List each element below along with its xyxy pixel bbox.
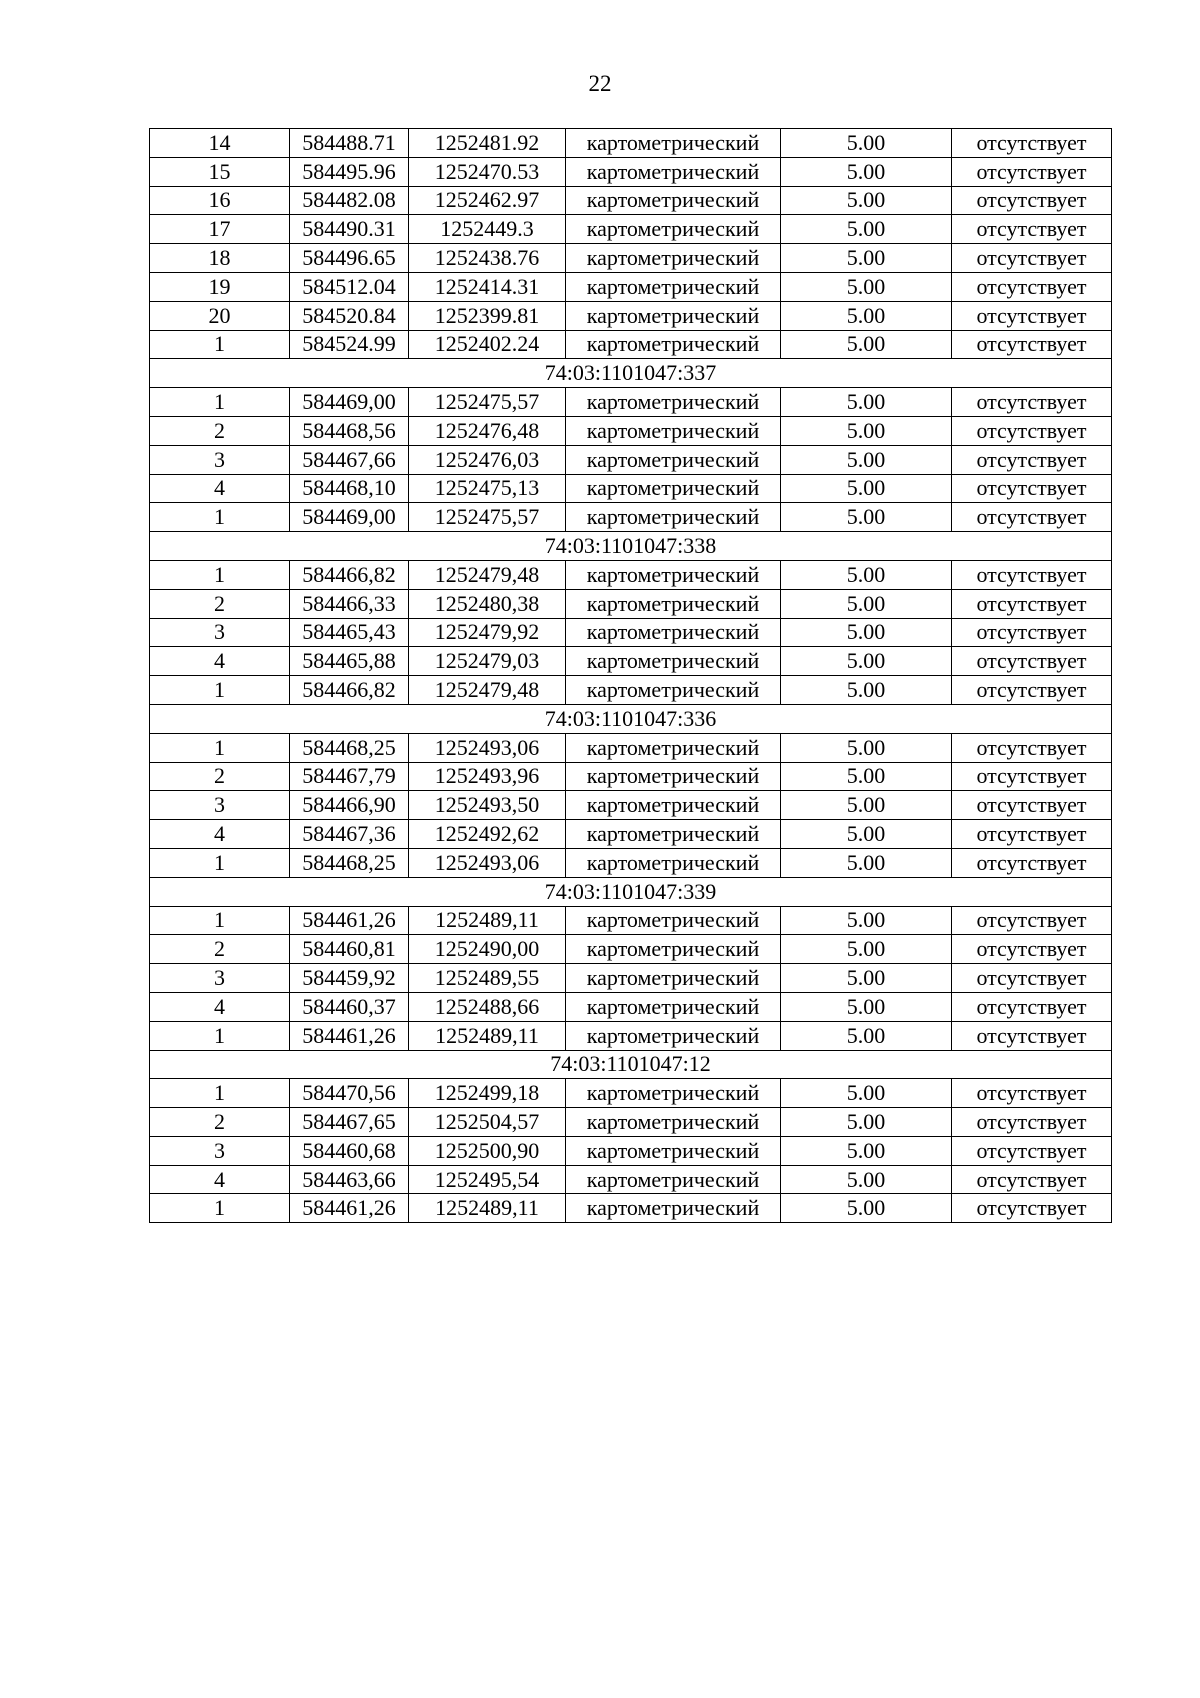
accuracy-cell: 5.00	[781, 647, 952, 676]
method-cell: картометрический	[566, 791, 781, 820]
accuracy-cell: 5.00	[781, 676, 952, 705]
description-cell: отсутствует	[952, 848, 1112, 877]
description-cell: отсутствует	[952, 1021, 1112, 1050]
point-number-cell: 3	[150, 791, 290, 820]
method-cell: картометрический	[566, 935, 781, 964]
point-number-cell: 3	[150, 618, 290, 647]
y-coordinate-cell: 1252479,92	[409, 618, 566, 647]
table-row	[150, 330, 1112, 359]
description-cell: отсутствует	[952, 1079, 1112, 1108]
description-cell: отсутствует	[952, 992, 1112, 1021]
x-coordinate-cell: 584460,37	[290, 992, 409, 1021]
method-cell: картометрический	[566, 244, 781, 273]
y-coordinate-cell: 1252493,96	[409, 762, 566, 791]
point-number-cell: 1	[150, 733, 290, 762]
x-coordinate-cell: 584512.04	[290, 272, 409, 301]
method-cell: картометрический	[566, 330, 781, 359]
y-coordinate-cell: 1252500,90	[409, 1136, 566, 1165]
table-row	[150, 301, 1112, 330]
accuracy-cell: 5.00	[781, 129, 952, 158]
method-cell: картометрический	[566, 416, 781, 445]
cadastral-number: 74:03:1101047:12	[150, 1050, 1112, 1079]
point-number-cell: 4	[150, 1165, 290, 1194]
method-cell: картометрический	[566, 301, 781, 330]
table-row	[150, 215, 1112, 244]
accuracy-cell: 5.00	[781, 1079, 952, 1108]
table-row	[150, 1079, 1112, 1108]
y-coordinate-cell: 1252493,50	[409, 791, 566, 820]
description-cell: отсутствует	[952, 503, 1112, 532]
table-row	[150, 186, 1112, 215]
table-row	[150, 1108, 1112, 1137]
method-cell: картометрический	[566, 992, 781, 1021]
point-number-cell: 1	[150, 503, 290, 532]
point-number-cell: 16	[150, 186, 290, 215]
description-cell: отсутствует	[952, 215, 1112, 244]
point-number-cell: 14	[150, 129, 290, 158]
point-number-cell: 3	[150, 964, 290, 993]
point-number-cell: 2	[150, 762, 290, 791]
accuracy-cell: 5.00	[781, 186, 952, 215]
y-coordinate-cell: 1252481.92	[409, 129, 566, 158]
accuracy-cell: 5.00	[781, 618, 952, 647]
table-row	[150, 244, 1112, 273]
x-coordinate-cell: 584465,43	[290, 618, 409, 647]
x-coordinate-cell: 584469,00	[290, 503, 409, 532]
y-coordinate-cell: 1252492,62	[409, 820, 566, 849]
point-number-cell: 1	[150, 1079, 290, 1108]
table-row	[150, 560, 1112, 589]
accuracy-cell: 5.00	[781, 330, 952, 359]
method-cell: картометрический	[566, 215, 781, 244]
description-cell: отсутствует	[952, 157, 1112, 186]
table-row	[150, 129, 1112, 158]
accuracy-cell: 5.00	[781, 733, 952, 762]
coordinates-table-body	[150, 129, 1112, 1223]
description-cell: отсутствует	[952, 445, 1112, 474]
table-row	[150, 416, 1112, 445]
method-cell: картометрический	[566, 129, 781, 158]
description-cell: отсутствует	[952, 618, 1112, 647]
point-number-cell: 1	[150, 1194, 290, 1223]
y-coordinate-cell: 1252399.81	[409, 301, 566, 330]
x-coordinate-cell: 584460,68	[290, 1136, 409, 1165]
y-coordinate-cell: 1252479,48	[409, 560, 566, 589]
x-coordinate-cell: 584488.71	[290, 129, 409, 158]
method-cell: картометрический	[566, 445, 781, 474]
method-cell: картометрический	[566, 1021, 781, 1050]
y-coordinate-cell: 1252414.31	[409, 272, 566, 301]
accuracy-cell: 5.00	[781, 388, 952, 417]
accuracy-cell: 5.00	[781, 1194, 952, 1223]
y-coordinate-cell: 1252462.97	[409, 186, 566, 215]
y-coordinate-cell: 1252489,55	[409, 964, 566, 993]
y-coordinate-cell: 1252476,48	[409, 416, 566, 445]
x-coordinate-cell: 584469,00	[290, 388, 409, 417]
accuracy-cell: 5.00	[781, 935, 952, 964]
point-number-cell: 1	[150, 560, 290, 589]
x-coordinate-cell: 584524.99	[290, 330, 409, 359]
x-coordinate-cell: 584466,82	[290, 560, 409, 589]
table-row	[150, 647, 1112, 676]
cadastral-section-header	[150, 704, 1112, 733]
table-row	[150, 964, 1112, 993]
accuracy-cell: 5.00	[781, 1108, 952, 1137]
x-coordinate-cell: 584461,26	[290, 906, 409, 935]
cadastral-section-header	[150, 359, 1112, 388]
y-coordinate-cell: 1252438.76	[409, 244, 566, 273]
method-cell: картометрический	[566, 1194, 781, 1223]
cadastral-number: 74:03:1101047:339	[150, 877, 1112, 906]
point-number-cell: 2	[150, 1108, 290, 1137]
table-row	[150, 1021, 1112, 1050]
x-coordinate-cell: 584490.31	[290, 215, 409, 244]
method-cell: картометрический	[566, 733, 781, 762]
method-cell: картометрический	[566, 848, 781, 877]
accuracy-cell: 5.00	[781, 820, 952, 849]
method-cell: картометрический	[566, 503, 781, 532]
x-coordinate-cell: 584465,88	[290, 647, 409, 676]
point-number-cell: 1	[150, 676, 290, 705]
table-row	[150, 1136, 1112, 1165]
accuracy-cell: 5.00	[781, 272, 952, 301]
accuracy-cell: 5.00	[781, 1165, 952, 1194]
y-coordinate-cell: 1252449.3	[409, 215, 566, 244]
y-coordinate-cell: 1252493,06	[409, 733, 566, 762]
accuracy-cell: 5.00	[781, 762, 952, 791]
point-number-cell: 19	[150, 272, 290, 301]
table-row	[150, 503, 1112, 532]
y-coordinate-cell: 1252489,11	[409, 1194, 566, 1223]
y-coordinate-cell: 1252475,57	[409, 388, 566, 417]
x-coordinate-cell: 584459,92	[290, 964, 409, 993]
y-coordinate-cell: 1252479,48	[409, 676, 566, 705]
description-cell: отсутствует	[952, 647, 1112, 676]
x-coordinate-cell: 584468,25	[290, 848, 409, 877]
table-row	[150, 1194, 1112, 1223]
x-coordinate-cell: 584466,33	[290, 589, 409, 618]
accuracy-cell: 5.00	[781, 215, 952, 244]
y-coordinate-cell: 1252490,00	[409, 935, 566, 964]
accuracy-cell: 5.00	[781, 560, 952, 589]
method-cell: картометрический	[566, 618, 781, 647]
table-row	[150, 618, 1112, 647]
description-cell: отсутствует	[952, 272, 1112, 301]
description-cell: отсутствует	[952, 589, 1112, 618]
description-cell: отсутствует	[952, 733, 1112, 762]
accuracy-cell: 5.00	[781, 1136, 952, 1165]
method-cell: картометрический	[566, 647, 781, 676]
table-row	[150, 733, 1112, 762]
y-coordinate-cell: 1252402.24	[409, 330, 566, 359]
x-coordinate-cell: 584461,26	[290, 1194, 409, 1223]
method-cell: картометрический	[566, 676, 781, 705]
description-cell: отсутствует	[952, 301, 1112, 330]
x-coordinate-cell: 584468,56	[290, 416, 409, 445]
point-number-cell: 2	[150, 589, 290, 618]
accuracy-cell: 5.00	[781, 503, 952, 532]
method-cell: картометрический	[566, 906, 781, 935]
method-cell: картометрический	[566, 589, 781, 618]
method-cell: картометрический	[566, 388, 781, 417]
description-cell: отсутствует	[952, 129, 1112, 158]
x-coordinate-cell: 584463,66	[290, 1165, 409, 1194]
y-coordinate-cell: 1252488,66	[409, 992, 566, 1021]
accuracy-cell: 5.00	[781, 992, 952, 1021]
accuracy-cell: 5.00	[781, 474, 952, 503]
description-cell: отсутствует	[952, 676, 1112, 705]
description-cell: отсутствует	[952, 820, 1112, 849]
description-cell: отсутствует	[952, 186, 1112, 215]
point-number-cell: 17	[150, 215, 290, 244]
description-cell: отсутствует	[952, 416, 1112, 445]
method-cell: картометрический	[566, 820, 781, 849]
y-coordinate-cell: 1252470.53	[409, 157, 566, 186]
description-cell: отсутствует	[952, 906, 1112, 935]
x-coordinate-cell: 584468,10	[290, 474, 409, 503]
page-number: 22	[588, 71, 612, 96]
point-number-cell: 2	[150, 416, 290, 445]
table-row	[150, 762, 1112, 791]
x-coordinate-cell: 584467,36	[290, 820, 409, 849]
method-cell: картометрический	[566, 1165, 781, 1194]
table-row	[150, 272, 1112, 301]
table-row	[150, 906, 1112, 935]
point-number-cell: 3	[150, 1136, 290, 1165]
x-coordinate-cell: 584467,79	[290, 762, 409, 791]
method-cell: картометрический	[566, 560, 781, 589]
description-cell: отсутствует	[952, 791, 1112, 820]
cadastral-section-header	[150, 1050, 1112, 1079]
table-row	[150, 388, 1112, 417]
x-coordinate-cell: 584470,56	[290, 1079, 409, 1108]
y-coordinate-cell: 1252475,57	[409, 503, 566, 532]
y-coordinate-cell: 1252479,03	[409, 647, 566, 676]
x-coordinate-cell: 584520.84	[290, 301, 409, 330]
method-cell: картометрический	[566, 474, 781, 503]
point-number-cell: 20	[150, 301, 290, 330]
description-cell: отсутствует	[952, 330, 1112, 359]
y-coordinate-cell: 1252504,57	[409, 1108, 566, 1137]
accuracy-cell: 5.00	[781, 445, 952, 474]
accuracy-cell: 5.00	[781, 589, 952, 618]
description-cell: отсутствует	[952, 244, 1112, 273]
point-number-cell: 4	[150, 820, 290, 849]
description-cell: отсутствует	[952, 964, 1112, 993]
cadastral-section-header	[150, 532, 1112, 561]
point-number-cell: 18	[150, 244, 290, 273]
x-coordinate-cell: 584466,82	[290, 676, 409, 705]
point-number-cell: 3	[150, 445, 290, 474]
method-cell: картометрический	[566, 1108, 781, 1137]
description-cell: отсутствует	[952, 388, 1112, 417]
accuracy-cell: 5.00	[781, 416, 952, 445]
y-coordinate-cell: 1252480,38	[409, 589, 566, 618]
x-coordinate-cell: 584468,25	[290, 733, 409, 762]
coordinates-table	[149, 128, 1112, 1223]
point-number-cell: 4	[150, 647, 290, 676]
accuracy-cell: 5.00	[781, 157, 952, 186]
table-row	[150, 676, 1112, 705]
accuracy-cell: 5.00	[781, 906, 952, 935]
method-cell: картометрический	[566, 272, 781, 301]
cadastral-section-header	[150, 877, 1112, 906]
x-coordinate-cell: 584496.65	[290, 244, 409, 273]
description-cell: отсутствует	[952, 1165, 1112, 1194]
method-cell: картометрический	[566, 157, 781, 186]
table-row	[150, 820, 1112, 849]
table-row	[150, 935, 1112, 964]
method-cell: картометрический	[566, 186, 781, 215]
accuracy-cell: 5.00	[781, 301, 952, 330]
y-coordinate-cell: 1252489,11	[409, 906, 566, 935]
table-row	[150, 157, 1112, 186]
point-number-cell: 4	[150, 474, 290, 503]
x-coordinate-cell: 584482.08	[290, 186, 409, 215]
y-coordinate-cell: 1252499,18	[409, 1079, 566, 1108]
table-row	[150, 1165, 1112, 1194]
point-number-cell: 1	[150, 388, 290, 417]
point-number-cell: 15	[150, 157, 290, 186]
point-number-cell: 1	[150, 906, 290, 935]
table-row	[150, 589, 1112, 618]
point-number-cell: 1	[150, 848, 290, 877]
x-coordinate-cell: 584460,81	[290, 935, 409, 964]
y-coordinate-cell: 1252489,11	[409, 1021, 566, 1050]
x-coordinate-cell: 584461,26	[290, 1021, 409, 1050]
cadastral-number: 74:03:1101047:336	[150, 704, 1112, 733]
table-row	[150, 992, 1112, 1021]
table-row	[150, 474, 1112, 503]
x-coordinate-cell: 584467,66	[290, 445, 409, 474]
table-row	[150, 791, 1112, 820]
y-coordinate-cell: 1252495,54	[409, 1165, 566, 1194]
accuracy-cell: 5.00	[781, 1021, 952, 1050]
x-coordinate-cell: 584495.96	[290, 157, 409, 186]
point-number-cell: 4	[150, 992, 290, 1021]
description-cell: отсутствует	[952, 1108, 1112, 1137]
method-cell: картометрический	[566, 1136, 781, 1165]
point-number-cell: 1	[150, 330, 290, 359]
point-number-cell: 2	[150, 935, 290, 964]
method-cell: картометрический	[566, 762, 781, 791]
x-coordinate-cell: 584466,90	[290, 791, 409, 820]
description-cell: отсутствует	[952, 762, 1112, 791]
method-cell: картометрический	[566, 1079, 781, 1108]
accuracy-cell: 5.00	[781, 791, 952, 820]
table-row	[150, 445, 1112, 474]
description-cell: отсутствует	[952, 474, 1112, 503]
description-cell: отсутствует	[952, 1136, 1112, 1165]
table-row	[150, 848, 1112, 877]
y-coordinate-cell: 1252475,13	[409, 474, 566, 503]
accuracy-cell: 5.00	[781, 244, 952, 273]
x-coordinate-cell: 584467,65	[290, 1108, 409, 1137]
description-cell: отсутствует	[952, 1194, 1112, 1223]
description-cell: отсутствует	[952, 560, 1112, 589]
method-cell: картометрический	[566, 964, 781, 993]
accuracy-cell: 5.00	[781, 964, 952, 993]
y-coordinate-cell: 1252493,06	[409, 848, 566, 877]
accuracy-cell: 5.00	[781, 848, 952, 877]
y-coordinate-cell: 1252476,03	[409, 445, 566, 474]
cadastral-number: 74:03:1101047:337	[150, 359, 1112, 388]
description-cell: отсутствует	[952, 935, 1112, 964]
point-number-cell: 1	[150, 1021, 290, 1050]
cadastral-number: 74:03:1101047:338	[150, 532, 1112, 561]
